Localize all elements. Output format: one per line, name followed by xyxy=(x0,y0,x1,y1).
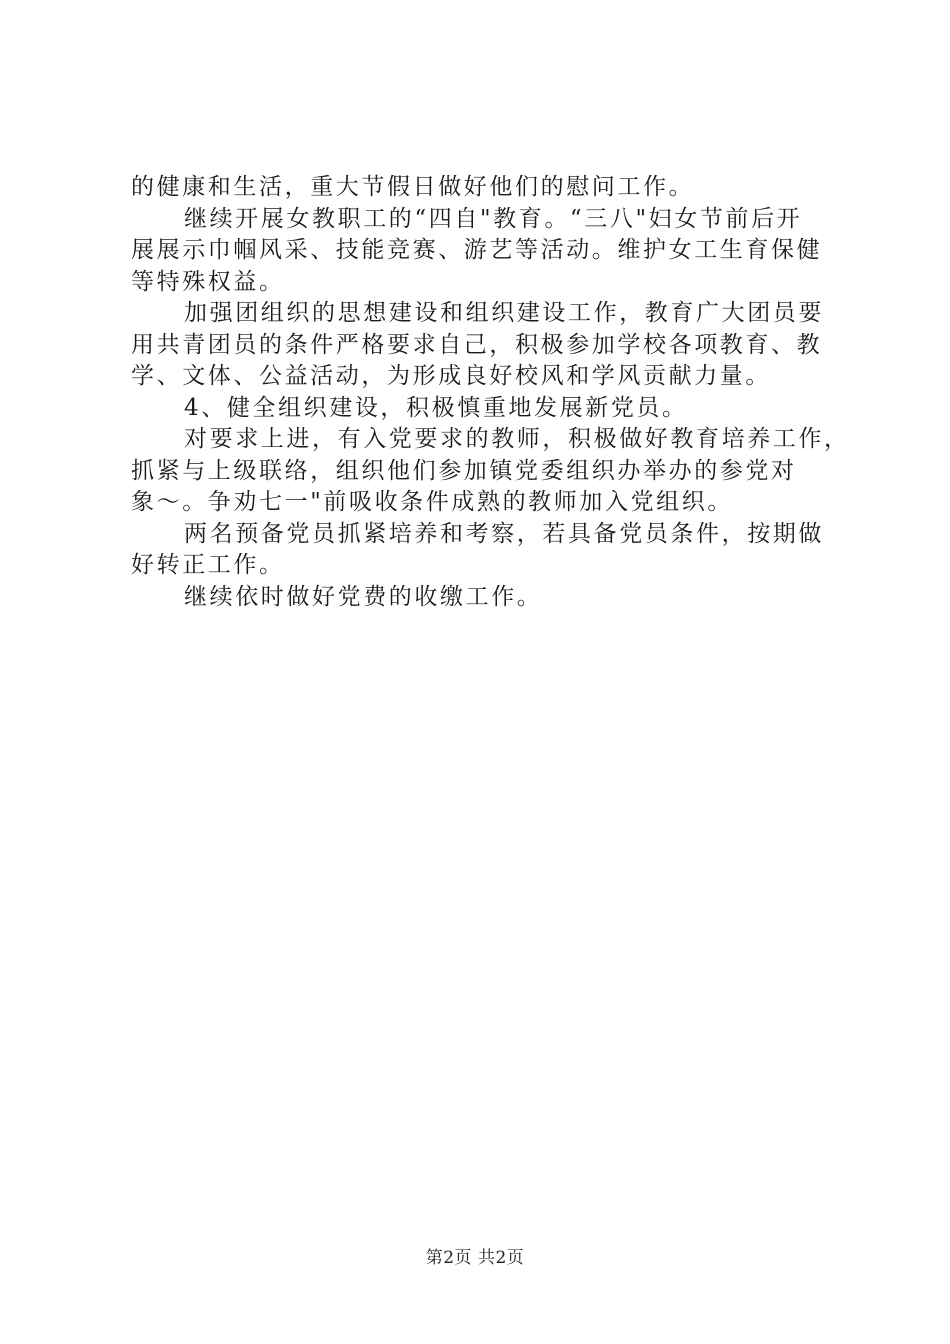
document-body xyxy=(131,172,850,613)
text-line: 象～。争劝七一"前吸收条件成熟的教师加入党组织。 xyxy=(131,489,733,515)
text-line: 好转正工作。 xyxy=(131,552,285,578)
page-number-footer: 第2页 共2页 xyxy=(425,1248,525,1268)
text-line: 加强团组织的思想建设和组织建设工作，教育广大团员要 xyxy=(184,300,824,326)
text-line: 继续依时做好党费的收缴工作。 xyxy=(184,583,543,610)
text-line: 等特殊权益。 xyxy=(131,268,285,295)
text-line: 用共青团员的条件严格要求自己，积极参加学校各项教育、教 xyxy=(131,331,823,358)
text-line: 4、健全组织建设，积极慎重地发展新党员。 xyxy=(184,394,688,421)
text-line: 对要求上进，有入党要求的教师，积极做好教育培养工作， xyxy=(184,426,850,452)
text-line: 继续开展女教职工的“四自"教育。“三八"妇女节前后开 xyxy=(184,205,803,232)
text-line: 展展示巾帼风采、技能竞赛、游艺等活动。维护女工生育保健 xyxy=(131,237,823,263)
text-line: 学、文体、公益活动，为形成良好校风和学风贡献力量。 xyxy=(131,363,771,389)
text-line: 的健康和生活，重大节假日做好他们的慰问工作。 xyxy=(131,174,695,200)
text-line: 两名预备党员抓紧培养和考察，若具备党员条件，按期做 xyxy=(184,520,824,547)
text-line: 抓紧与上级联络，组织他们参加镇党委组织办举办的参党对 xyxy=(131,457,797,484)
